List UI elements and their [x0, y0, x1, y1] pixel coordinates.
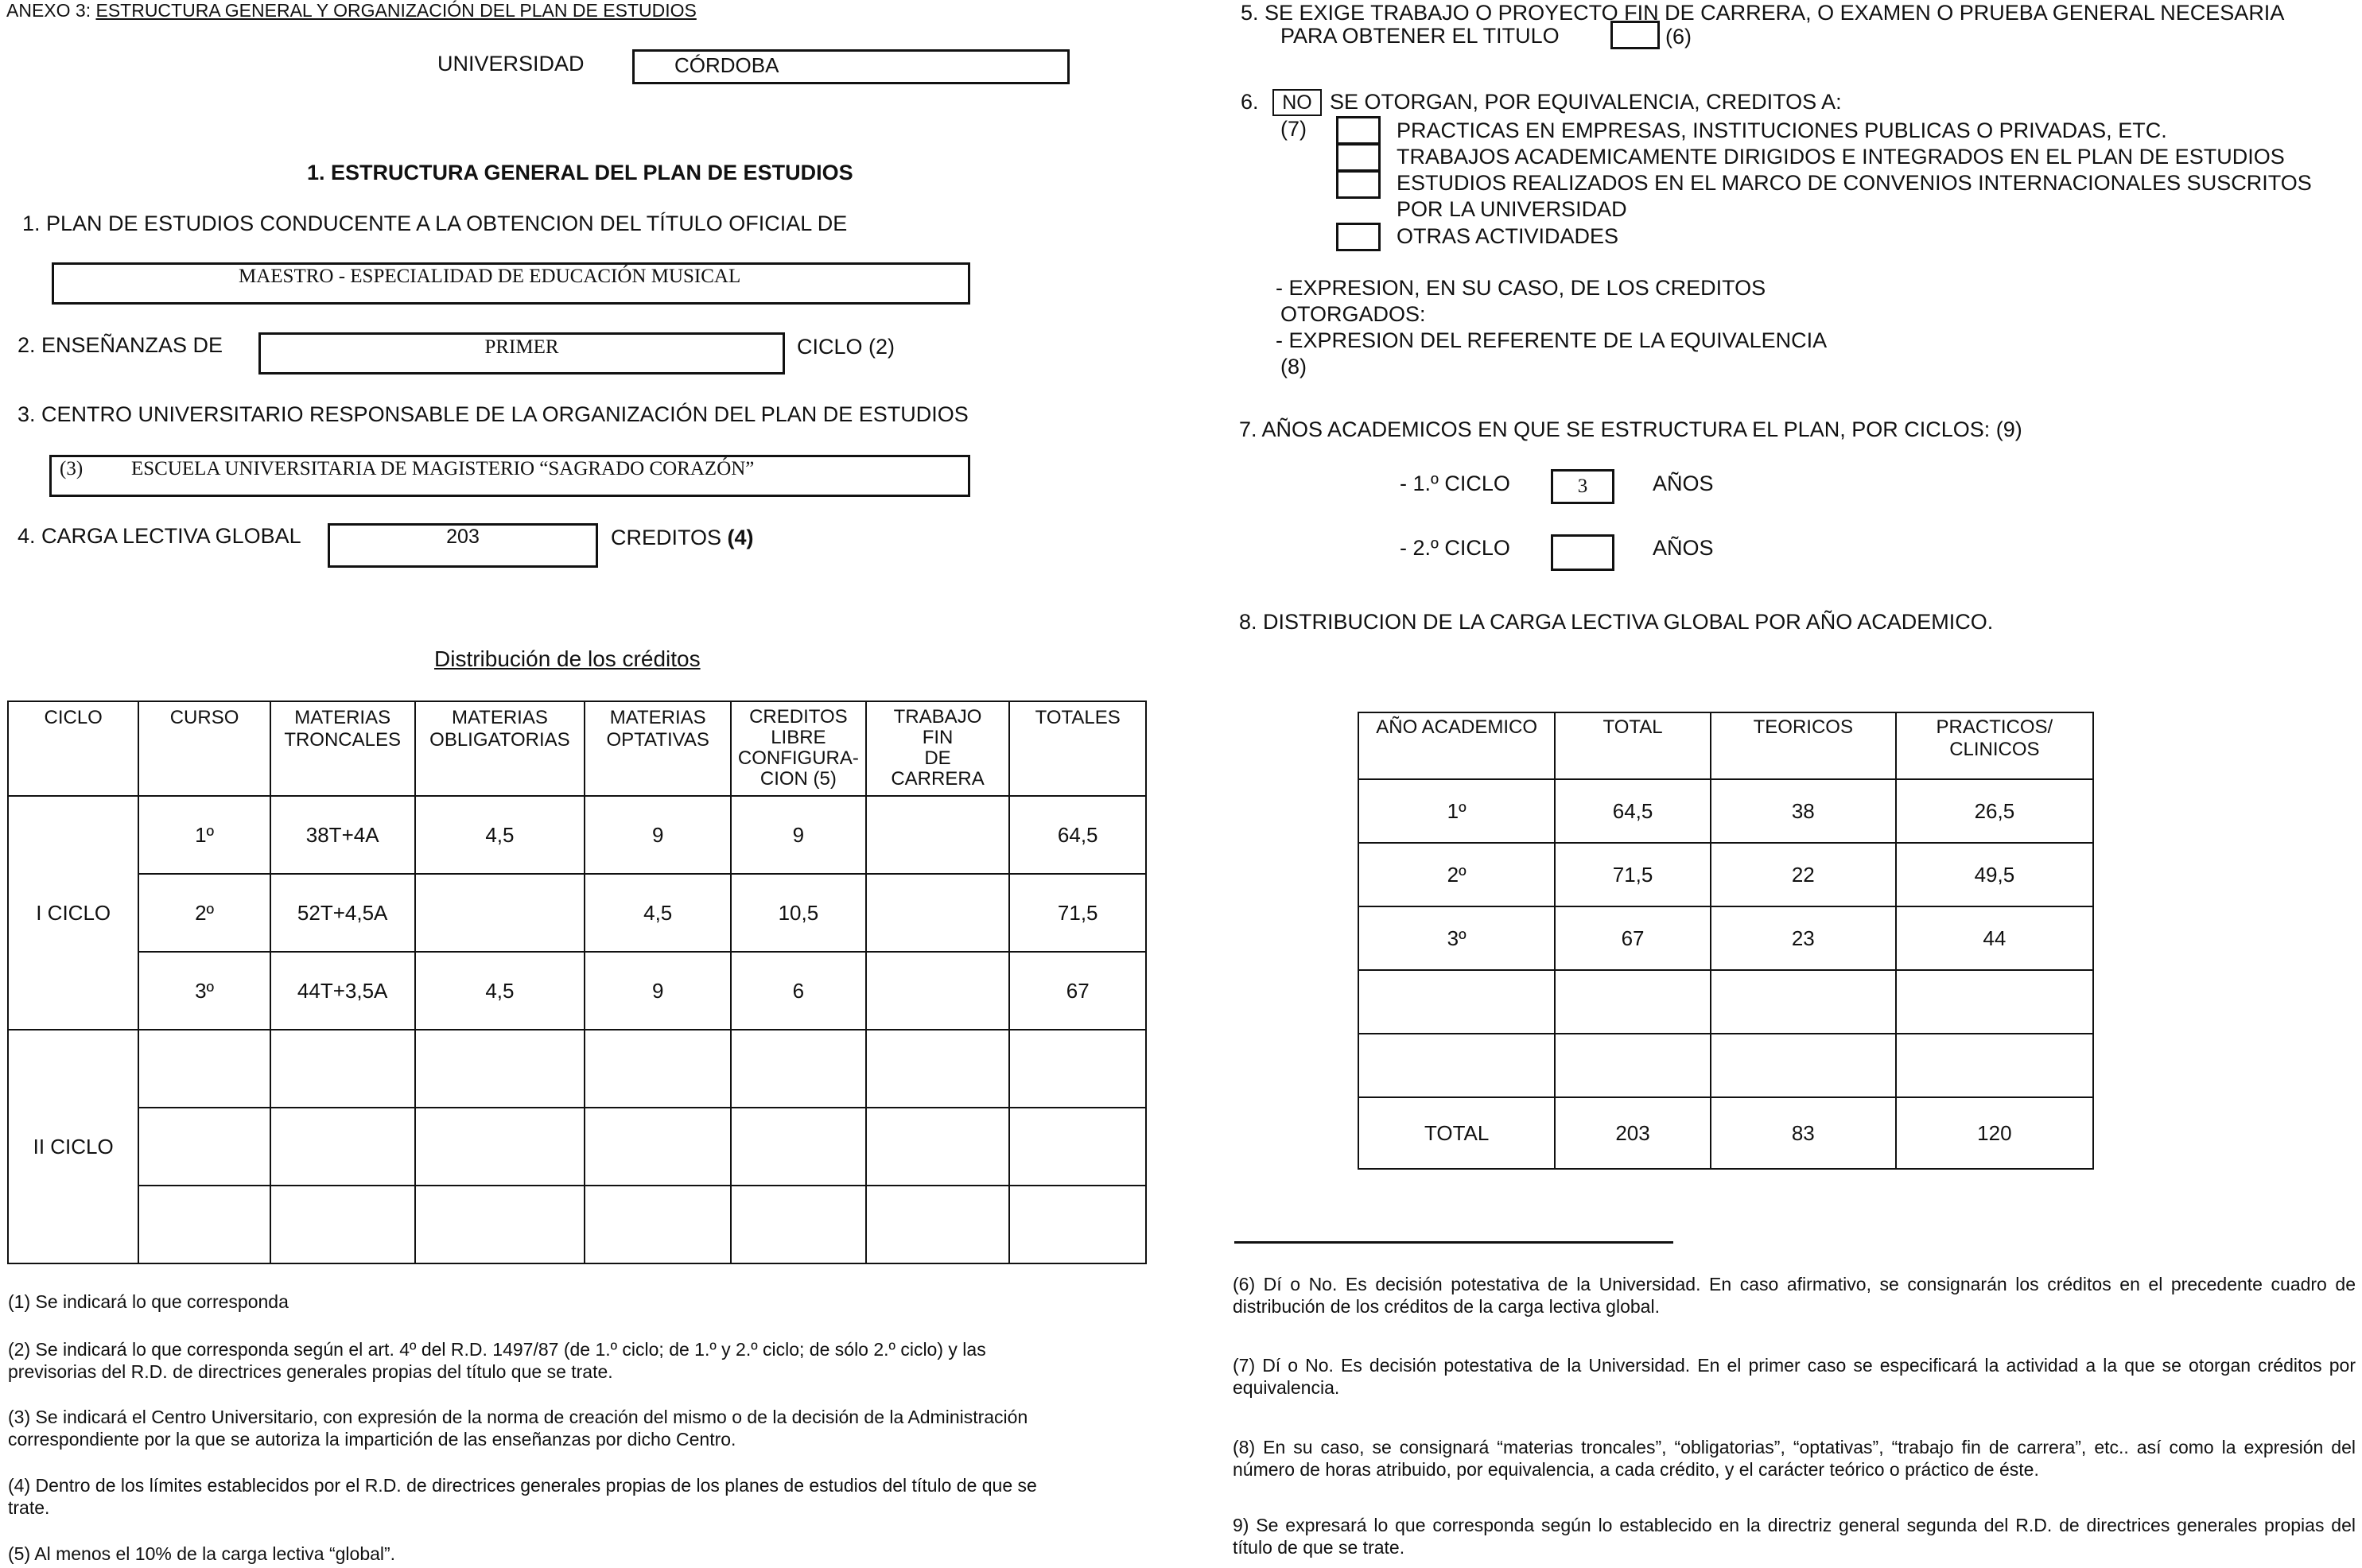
table-row — [1358, 843, 2093, 906]
header-total: TOTAL — [1555, 712, 1711, 779]
cell-optativas — [585, 1108, 731, 1186]
cell-obligatorias: 4,5 — [415, 796, 585, 874]
cell-libre: 6 — [731, 952, 866, 1030]
final-project-checkbox — [1610, 21, 1660, 49]
cell-total: 71,5 — [1555, 843, 1711, 906]
footnote-8: (8) En su caso, se consignará “materias troncales”, “obligatorias”, “optativas”, “trabajo fin de carrera”, etc.. así como la expresión del número de horas atribuido, por equivalencia, a cada crédito, y el carácter teórico o práctico de éste. — [1233, 1437, 2356, 1481]
cell-curso — [138, 1186, 270, 1263]
cell-optativas: 9 — [585, 952, 731, 1030]
cell-libre — [731, 1108, 866, 1186]
option-otras-checkbox — [1336, 223, 1381, 251]
item4-label: 4. CARGA LECTIVA GLOBAL — [17, 524, 301, 548]
equivalence-answer-box — [1272, 89, 1322, 116]
degree-title-field — [52, 262, 970, 305]
cell-curso: 3º — [138, 952, 270, 1030]
cell-practicos — [1896, 1034, 2093, 1097]
cell-totales: 71,5 — [1009, 874, 1146, 952]
cell-ano: 3º — [1358, 906, 1555, 970]
cell-libre — [731, 1186, 866, 1263]
item5-ref: (6) — [1665, 25, 1692, 49]
cell-obligatorias: 4,5 — [415, 952, 585, 1030]
annex-heading: ANEXO 3: ESTRUCTURA GENERAL Y ORGANIZACIÓN DEL PLAN DE ESTUDIOS — [6, 0, 697, 21]
footnote-5: (5) Al menos el 10% de la carga lectiva “global”. — [8, 1543, 396, 1564]
cycle1-years-value: 3 — [1577, 475, 1588, 497]
cell-troncales: 44T+3,5A — [270, 952, 415, 1030]
table-row — [8, 874, 1146, 952]
cell-totales — [1009, 1186, 1146, 1263]
cell-total-sum: 203 — [1555, 1097, 1711, 1169]
footnote-7: (7) Dí o No. Es decisión potestativa de la Universidad. En el primer caso se especificará la actividad a la que se otorgan créditos por equivalencia. — [1233, 1355, 2356, 1399]
cell-total: 67 — [1555, 906, 1711, 970]
cell-libre: 10,5 — [731, 874, 866, 952]
equivalence-answer-value: NO — [1282, 91, 1312, 114]
footnote-divider — [1234, 1241, 1673, 1244]
cell-teoricos — [1711, 1034, 1896, 1097]
header-teoricos: TEORICOS — [1711, 712, 1896, 779]
cell-troncales: 52T+4,5A — [270, 874, 415, 952]
cell-trabajo — [866, 1030, 1010, 1108]
expression-referent-ref: (8) — [1280, 355, 1307, 378]
table-row — [8, 952, 1146, 1030]
cell-trabajo — [866, 874, 1010, 952]
cell-totales — [1009, 1108, 1146, 1186]
cycle2-unit: AÑOS — [1653, 536, 1714, 560]
item5-line2: PARA OBTENER EL TITULO — [1280, 24, 1560, 48]
degree-title-value: MAESTRO - ESPECIALIDAD DE EDUCACIÓN MUSICAL — [239, 266, 741, 287]
cell-practicos-sum: 120 — [1896, 1097, 2093, 1169]
footnote-4: (4) Dentro de los límites establecidos por el R.D. de directrices generales propias de los planes de estudios del título de que se trate. — [8, 1475, 1037, 1519]
cell-teoricos-sum: 83 — [1711, 1097, 1896, 1169]
total-credits-field — [328, 523, 598, 568]
cell-total — [1555, 970, 1711, 1034]
option-otras-label: OTRAS ACTIVIDADES — [1397, 224, 1619, 248]
cell-trabajo — [866, 952, 1010, 1030]
item6-text: SE OTORGAN, POR EQUIVALENCIA, CREDITOS A: — [1330, 90, 1842, 114]
cell-optativas — [585, 1030, 731, 1108]
cell-curso — [138, 1108, 270, 1186]
cell-total: 64,5 — [1555, 779, 1711, 843]
cell-teoricos: 38 — [1711, 779, 1896, 843]
cell-obligatorias — [415, 1108, 585, 1186]
university-value: CÓRDOBA — [674, 53, 779, 77]
table-row — [1358, 970, 2093, 1034]
university-label: UNIVERSIDAD — [437, 52, 585, 76]
item5-line1: 5. SE EXIGE TRABAJO O PROYECTO FIN DE CARRERA, O EXAMEN O PRUEBA GENERAL NECESARIA — [1241, 1, 2285, 25]
cell-teoricos — [1711, 970, 1896, 1034]
annex-title: ESTRUCTURA GENERAL Y ORGANIZACIÓN DEL PLAN DE ESTUDIOS — [95, 0, 697, 21]
footnote-9: 9) Se expresará lo que corresponda según lo establecido en la directriz general segunda del R.D. de directrices generales propias del título de que se trate. — [1233, 1515, 2356, 1558]
cell-optativas: 9 — [585, 796, 731, 874]
table-row — [8, 1108, 1146, 1186]
total-credits-value: 203 — [446, 526, 480, 548]
table-row — [8, 796, 1146, 874]
cell-curso: 1º — [138, 796, 270, 874]
cell-trabajo — [866, 1108, 1010, 1186]
cell-obligatorias — [415, 1186, 585, 1263]
cell-totales: 67 — [1009, 952, 1146, 1030]
item6-number: 6. — [1241, 90, 1259, 114]
item3-label: 3. CENTRO UNIVERSITARIO RESPONSABLE DE LA ORGANIZACIÓN DEL PLAN DE ESTUDIOS — [17, 402, 969, 426]
centre-value: ESCUELA UNIVERSITARIA DE MAGISTERIO “SAGRADO CORAZÓN” — [131, 458, 755, 479]
cell-curso — [138, 1030, 270, 1108]
header-trabajo-fin-carrera: TRABAJO FIN DE CARRERA — [866, 701, 1010, 796]
item4-suffix: CREDITOS (4) — [611, 526, 754, 549]
item8: 8. DISTRIBUCION DE LA CARGA LECTIVA GLOBAL POR AÑO ACADEMICO. — [1239, 610, 1994, 634]
section-heading: 1. ESTRUCTURA GENERAL DEL PLAN DE ESTUDIOS — [307, 161, 853, 184]
header-totales: TOTALES — [1009, 701, 1146, 796]
cycle2-label: - 2.º CICLO — [1400, 536, 1510, 560]
cell-teoricos: 22 — [1711, 843, 1896, 906]
cell-ano: 2º — [1358, 843, 1555, 906]
year-header-row — [1358, 712, 2093, 779]
cell-ano: 1º — [1358, 779, 1555, 843]
credits-table — [7, 701, 1147, 1264]
table-row — [1358, 1034, 2093, 1097]
cell-trabajo — [866, 1186, 1010, 1263]
table-row — [1358, 779, 2093, 843]
cycle-field — [258, 332, 785, 375]
centre-field — [49, 455, 970, 497]
credits-header-row — [8, 701, 1146, 796]
footnote-2: (2) Se indicará lo que corresponda según el art. 4º del R.D. 1497/87 (de 1.º ciclo; de 1.º y 2.º ciclo; de sólo 2.º ciclo) y las previsorias del R.D. de directrices generales propias del título que se trate. — [8, 1339, 986, 1383]
university-field — [632, 49, 1070, 84]
item2-label: 2. ENSEÑANZAS DE — [17, 333, 223, 357]
option-trabajos-checkbox — [1336, 143, 1381, 172]
footnote-3: (3) Se indicará el Centro Universitario, con expresión de la norma de creación del mismo o de la decisión de la Administración correspondiente por la que se autoriza la impartición de las enseñanzas por dicho Centro. — [8, 1407, 1028, 1450]
centre-ref: (3) — [60, 458, 84, 479]
header-troncales: MATERIAS TRONCALES — [270, 701, 415, 796]
item1-label: 1. PLAN DE ESTUDIOS CONDUCENTE A LA OBTENCION DEL TÍTULO OFICIAL DE — [22, 212, 848, 235]
cell-troncales: 38T+4A — [270, 796, 415, 874]
header-ciclo: CICLO — [8, 701, 138, 796]
cell-libre — [731, 1030, 866, 1108]
table-row — [8, 1186, 1146, 1263]
cell-obligatorias — [415, 874, 585, 952]
cell-total-label: TOTAL — [1358, 1097, 1555, 1169]
cell-curso: 2º — [138, 874, 270, 952]
option-trabajos-label: TRABAJOS ACADEMICAMENTE DIRIGIDOS E INTEGRADOS EN EL PLAN DE ESTUDIOS — [1397, 145, 2285, 169]
header-obligatorias: MATERIAS OBLIGATORIAS — [415, 701, 585, 796]
cycle2-years-field — [1551, 534, 1614, 571]
cycle1-years-field — [1551, 469, 1614, 504]
cell-total — [1555, 1034, 1711, 1097]
footnote-1: (1) Se indicará lo que corresponda — [8, 1291, 289, 1312]
cell-totales — [1009, 1030, 1146, 1108]
cell-ano — [1358, 970, 1555, 1034]
option-practicas-label: PRACTICAS EN EMPRESAS, INSTITUCIONES PUBLICAS O PRIVADAS, ETC. — [1397, 118, 2167, 142]
option-convenios-label: ESTUDIOS REALIZADOS EN EL MARCO DE CONVENIOS INTERNACIONALES SUSCRITOS — [1397, 171, 2312, 195]
cell-troncales — [270, 1186, 415, 1263]
cycle1-label: - 1.º CICLO — [1400, 472, 1510, 495]
header-optativas: MATERIAS OPTATIVAS — [585, 701, 731, 796]
option-practicas-checkbox — [1336, 116, 1381, 145]
cell-teoricos: 23 — [1711, 906, 1896, 970]
cell-trabajo — [866, 796, 1010, 874]
item2-suffix: CICLO (2) — [797, 335, 895, 359]
ciclo2-cell: II CICLO — [8, 1030, 138, 1263]
expression-credits-line1: - EXPRESION, EN SU CASO, DE LOS CREDITOS — [1276, 276, 1766, 300]
cell-practicos — [1896, 970, 2093, 1034]
cell-totales: 64,5 — [1009, 796, 1146, 874]
option-convenios-label-line2: POR LA UNIVERSIDAD — [1397, 197, 1627, 221]
header-ano-academico: AÑO ACADEMICO — [1358, 712, 1555, 779]
table-row — [1358, 906, 2093, 970]
table-row — [8, 1030, 1146, 1108]
item7: 7. AÑOS ACADEMICOS EN QUE SE ESTRUCTURA EL PLAN, POR CICLOS: (9) — [1239, 417, 2022, 441]
ciclo1-cell: I CICLO — [8, 796, 138, 1030]
cell-troncales — [270, 1108, 415, 1186]
distribution-title: Distribución de los créditos — [434, 646, 701, 671]
option-convenios-checkbox — [1336, 170, 1381, 199]
cell-ano — [1358, 1034, 1555, 1097]
header-curso: CURSO — [138, 701, 270, 796]
header-practicos-clinicos: PRACTICOS/ CLINICOS — [1896, 712, 2093, 779]
cycle-value: PRIMER — [484, 336, 559, 358]
cell-obligatorias — [415, 1030, 585, 1108]
item6-ref: (7) — [1280, 117, 1307, 141]
cell-optativas — [585, 1186, 731, 1263]
year-distribution-table — [1358, 712, 2094, 1170]
cell-libre: 9 — [731, 796, 866, 874]
expression-referent-line1: - EXPRESION DEL REFERENTE DE LA EQUIVALENCIA — [1276, 328, 1828, 352]
cell-troncales — [270, 1030, 415, 1108]
cell-practicos: 26,5 — [1896, 779, 2093, 843]
expression-credits-line2: OTORGADOS: — [1280, 302, 1426, 326]
year-total-row — [1358, 1097, 2093, 1169]
cell-optativas: 4,5 — [585, 874, 731, 952]
cycle1-unit: AÑOS — [1653, 472, 1714, 495]
cell-practicos: 49,5 — [1896, 843, 2093, 906]
footnote-6: (6) Dí o No. Es decisión potestativa de la Universidad. En caso afirmativo, se consignarán los créditos en el precedente cuadro de distribución de los créditos de la carga lectiva global. — [1233, 1274, 2356, 1318]
header-libre-configuracion: CREDITOS LIBRE CONFIGURA- CION (5) — [731, 701, 866, 796]
cell-practicos: 44 — [1896, 906, 2093, 970]
